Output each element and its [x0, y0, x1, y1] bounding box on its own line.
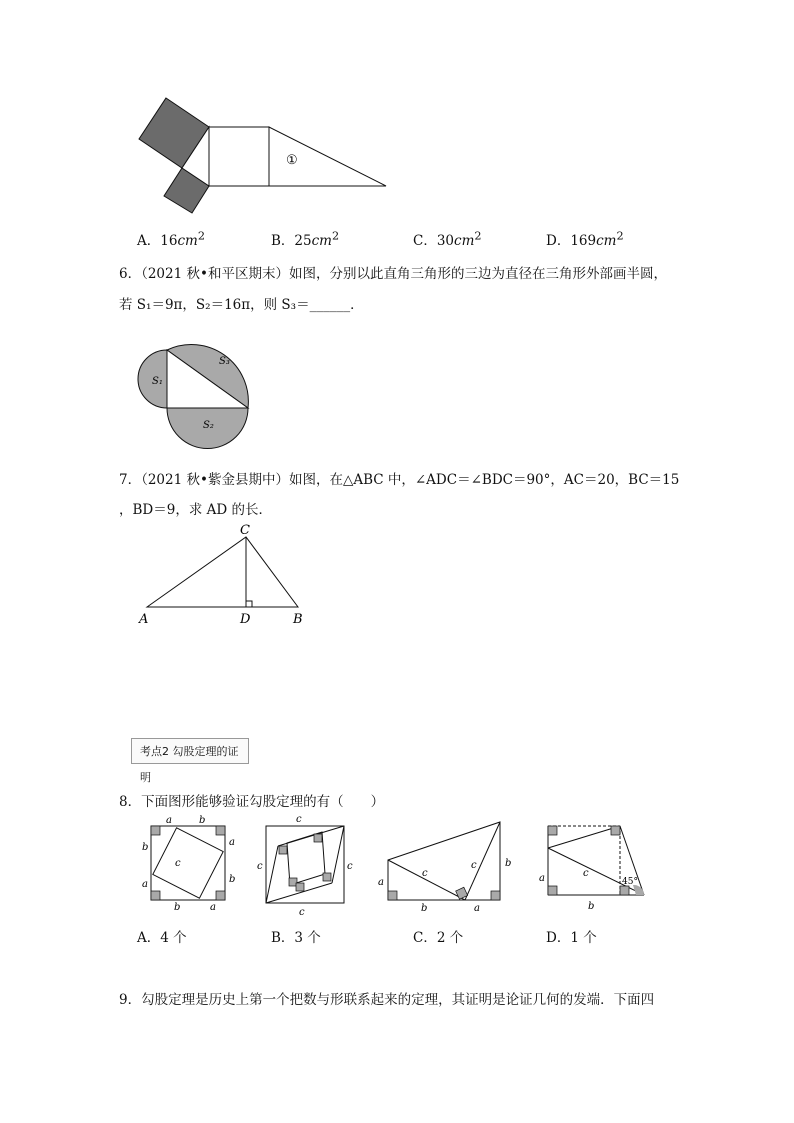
svg-text:a: a	[378, 877, 384, 888]
q8-figure-c	[378, 822, 511, 914]
svg-text:c: c	[296, 814, 302, 825]
q6-stem-line-1: 6．（2021 秋•和平区期末）如图，分别以此直角三角形的三边为直径在三角形外部画半圆，	[119, 266, 667, 282]
q8-stem: 8．下面图形能够验证勾股定理的有（ ）	[119, 794, 385, 810]
q8-figure-a	[141, 815, 235, 913]
svg-text:b: b	[142, 842, 149, 853]
option-exponent: 2	[331, 229, 340, 243]
svg-text:a: a	[229, 837, 235, 848]
svg-text:c: c	[175, 858, 181, 869]
svg-text:b: b	[199, 815, 206, 826]
option-value: 169	[570, 233, 597, 249]
svg-text:c: c	[422, 868, 428, 879]
q9-stem: 9．勾股定理是历史上第一个把数与形联系起来的定理，其证明是论证几何的发端．下面四	[119, 992, 655, 1008]
svg-text:c: c	[471, 860, 477, 871]
q8-figure-b	[257, 814, 353, 918]
q7-label-b: B	[293, 612, 303, 627]
option-letter: A．	[137, 233, 161, 249]
svg-text:a: a	[166, 815, 172, 826]
option-exponent: 2	[197, 229, 205, 243]
option-exponent: 2	[616, 229, 624, 243]
q7-stem-line-2: ，BD＝9，求 AD 的长．	[119, 502, 272, 518]
q8-option-b[interactable]: B．3 个	[271, 930, 321, 946]
svg-text:c: c	[257, 861, 263, 872]
svg-text:a: a	[539, 873, 545, 884]
option-value: 25	[294, 233, 312, 249]
svg-text:a: a	[474, 903, 480, 914]
q6-label-s3: S₃	[219, 356, 230, 367]
kaodian-box: 考点2 勾股定理的证明	[131, 738, 249, 764]
svg-text:c: c	[299, 907, 305, 918]
q7-label-c: C	[240, 523, 250, 538]
svg-text:c: c	[347, 861, 353, 872]
svg-text:b: b	[174, 902, 181, 913]
option-letter: B．	[271, 233, 295, 249]
svg-text:b: b	[588, 901, 595, 912]
option-unit: cm	[177, 233, 198, 249]
option-unit: cm	[596, 233, 617, 249]
svg-text:b: b	[505, 858, 512, 869]
option-unit: cm	[454, 233, 475, 249]
option-unit: cm	[311, 233, 332, 249]
option-exponent: 2	[474, 229, 482, 243]
option-value: 30	[436, 233, 455, 249]
q7-label-a: A	[139, 612, 149, 627]
q8-option-d[interactable]: D．1 个	[546, 930, 597, 946]
option-value: 16	[160, 233, 178, 249]
q5-circle-label: ①	[286, 153, 298, 168]
svg-text:c: c	[583, 868, 589, 879]
q8-figure-d	[539, 826, 644, 912]
q7-stem-line-1: 7．（2021 秋•紫金县期中）如图，在△ABC 中，∠ADC＝∠BDC＝90°，AC＝20，BC＝15	[119, 472, 680, 488]
svg-text:b: b	[229, 874, 236, 885]
option-letter: C．	[413, 233, 437, 249]
svg-text:a: a	[210, 902, 216, 913]
q6-label-s2: S₂	[203, 420, 214, 431]
q6-label-s1: S₁	[152, 376, 163, 387]
svg-text:b: b	[421, 903, 428, 914]
svg-text:a: a	[142, 879, 148, 890]
q6-stem-line-2: 若 S₁＝9π，S₂＝16π，则 S₃＝______．	[119, 297, 364, 313]
svg-text:45°: 45°	[622, 877, 638, 887]
q8-option-a[interactable]: A．4 个	[137, 930, 187, 946]
q8-option-c[interactable]: C．2 个	[413, 930, 464, 946]
q7-label-d: D	[240, 612, 251, 627]
option-letter: D．	[546, 233, 571, 249]
